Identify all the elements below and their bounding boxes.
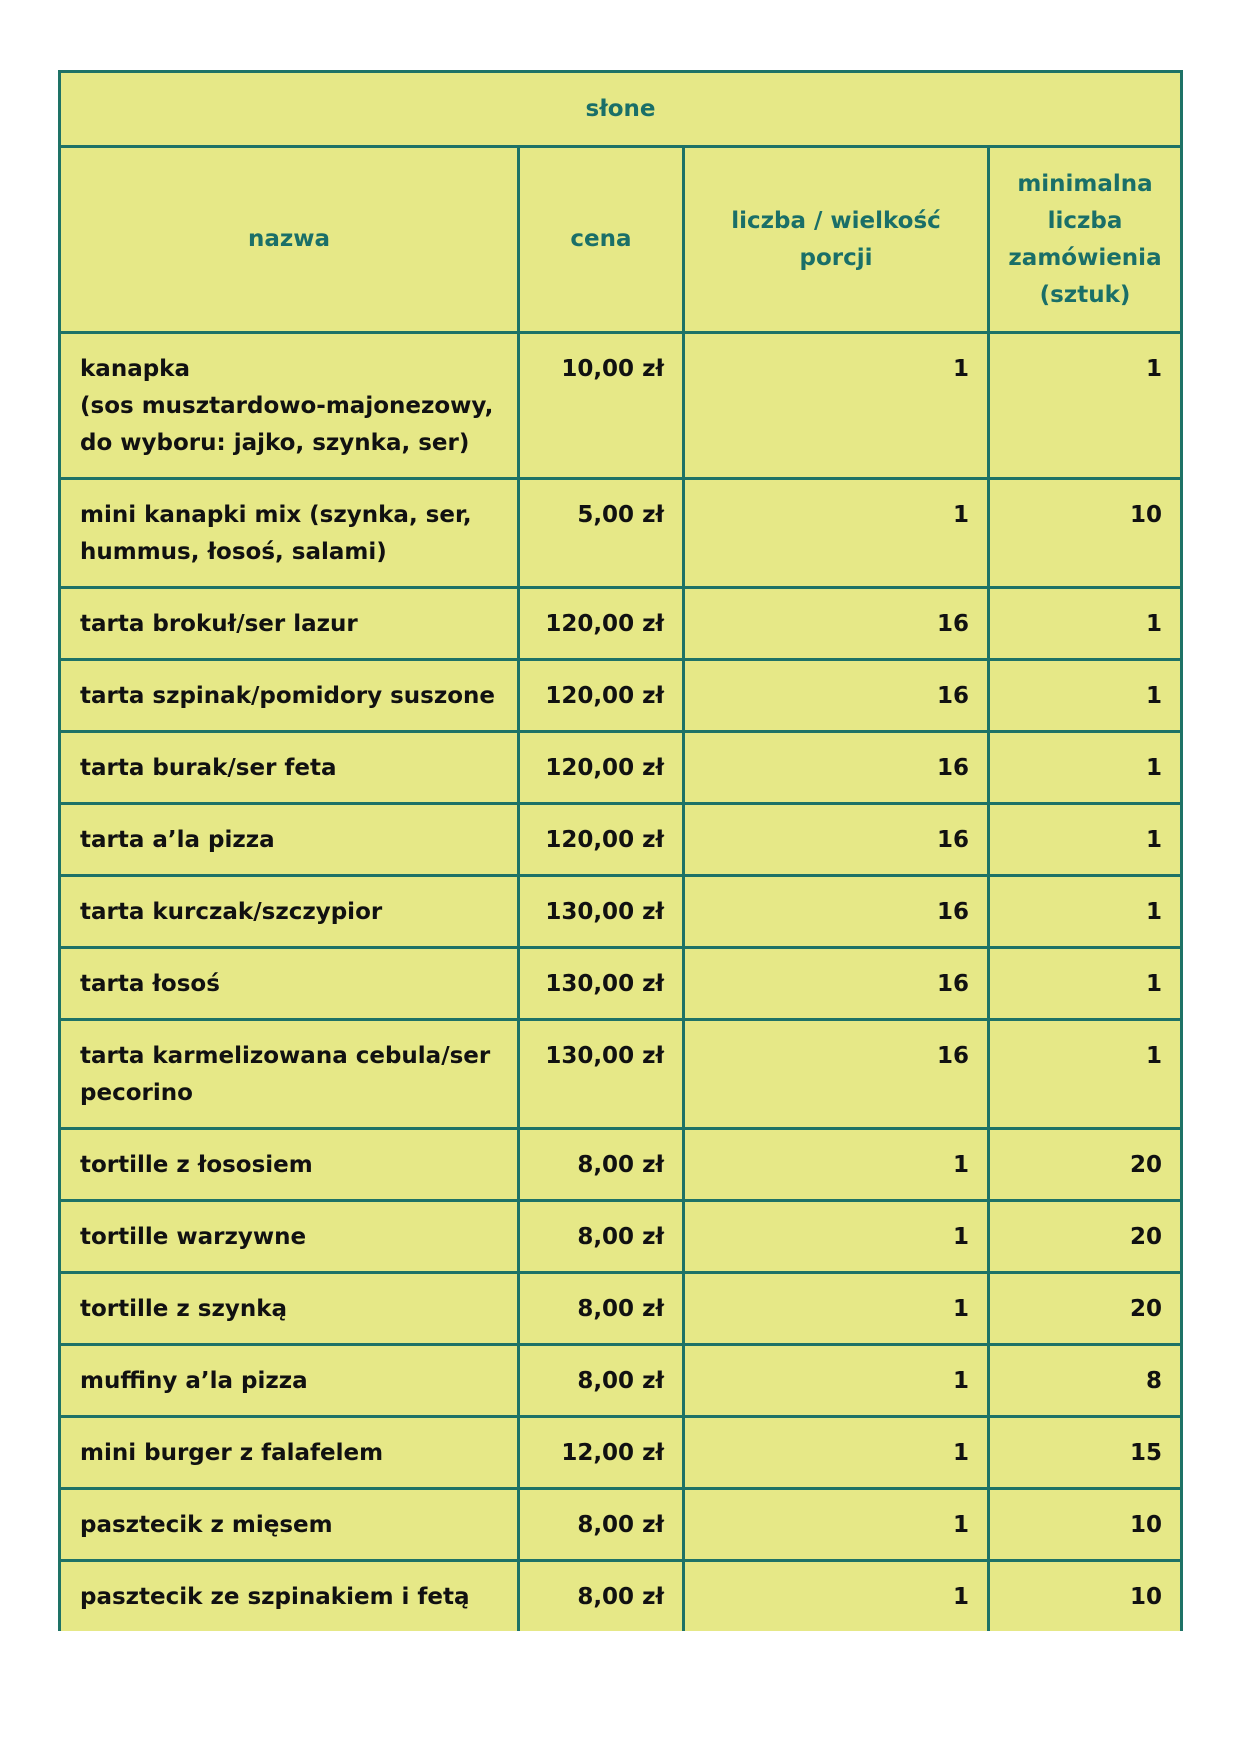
table-row [60, 1561, 1182, 1632]
table-row [60, 1417, 1182, 1489]
item-min-order: 1 [989, 804, 1182, 876]
table-row [60, 876, 1182, 948]
item-min-order: 10 [989, 1489, 1182, 1561]
item-min-order: 8 [989, 1345, 1182, 1417]
item-price: 8,00 zł [519, 1561, 684, 1632]
item-price: 10,00 zł [519, 333, 684, 479]
item-name: tarta łosoś [60, 948, 519, 1020]
item-name: tortille z łososiem [60, 1129, 519, 1201]
item-min-order: 1 [989, 333, 1182, 479]
item-portions: 1 [684, 1561, 989, 1632]
item-min-order: 10 [989, 479, 1182, 588]
item-min-order: 1 [989, 876, 1182, 948]
item-price: 8,00 zł [519, 1489, 684, 1561]
item-name: kanapka (sos musztardowo-majonezowy, do wyboru: jajko, szynka, ser) [60, 333, 519, 479]
item-price: 8,00 zł [519, 1201, 684, 1273]
table-row [60, 1489, 1182, 1561]
header-min-order: minimalna liczba zamówienia (sztuk) [989, 147, 1182, 333]
table-row [60, 732, 1182, 804]
table-row [60, 1273, 1182, 1345]
item-price: 130,00 zł [519, 1020, 684, 1129]
table-row [60, 948, 1182, 1020]
table-row [60, 804, 1182, 876]
item-portions: 16 [684, 1020, 989, 1129]
item-portions: 1 [684, 1417, 989, 1489]
item-price: 120,00 zł [519, 660, 684, 732]
item-min-order: 1 [989, 1020, 1182, 1129]
item-price: 8,00 zł [519, 1345, 684, 1417]
item-portions: 1 [684, 1489, 989, 1561]
table-row [60, 1201, 1182, 1273]
item-price: 130,00 zł [519, 948, 684, 1020]
item-name: tarta kurczak/szczypior [60, 876, 519, 948]
table-row [60, 588, 1182, 660]
header-price: cena [519, 147, 684, 333]
table-row [60, 660, 1182, 732]
table-row [60, 1020, 1182, 1129]
item-name: tarta karmelizowana cebula/ser pecorino [60, 1020, 519, 1129]
item-price: 130,00 zł [519, 876, 684, 948]
item-min-order: 20 [989, 1129, 1182, 1201]
item-name: mini kanapki mix (szynka, ser, hummus, łosoś, salami) [60, 479, 519, 588]
item-portions: 1 [684, 333, 989, 479]
header-name: nazwa [60, 147, 519, 333]
item-price: 5,00 zł [519, 479, 684, 588]
column-header-row [60, 147, 1182, 333]
item-portions: 16 [684, 588, 989, 660]
item-portions: 1 [684, 1273, 989, 1345]
item-name: muffiny a’la pizza [60, 1345, 519, 1417]
item-portions: 16 [684, 660, 989, 732]
item-portions: 16 [684, 804, 989, 876]
table-row [60, 1345, 1182, 1417]
section-title: słone [60, 72, 1182, 147]
item-portions: 16 [684, 876, 989, 948]
item-min-order: 1 [989, 588, 1182, 660]
item-min-order: 15 [989, 1417, 1182, 1489]
item-name: mini burger z falafelem [60, 1417, 519, 1489]
item-min-order: 1 [989, 732, 1182, 804]
item-portions: 16 [684, 948, 989, 1020]
item-portions: 1 [684, 1201, 989, 1273]
item-min-order: 20 [989, 1273, 1182, 1345]
item-price: 120,00 zł [519, 732, 684, 804]
header-portions: liczba / wielkość porcji [684, 147, 989, 333]
item-price: 8,00 zł [519, 1273, 684, 1345]
table-row [60, 333, 1182, 479]
item-name: tarta burak/ser feta [60, 732, 519, 804]
item-min-order: 10 [989, 1561, 1182, 1632]
item-portions: 1 [684, 479, 989, 588]
item-name: tortille z szynką [60, 1273, 519, 1345]
item-price: 120,00 zł [519, 804, 684, 876]
item-portions: 1 [684, 1345, 989, 1417]
item-min-order: 1 [989, 660, 1182, 732]
item-price: 8,00 zł [519, 1129, 684, 1201]
item-name: pasztecik ze szpinakiem i fetą [60, 1561, 519, 1632]
item-min-order: 1 [989, 948, 1182, 1020]
item-min-order: 20 [989, 1201, 1182, 1273]
item-price: 120,00 zł [519, 588, 684, 660]
table-row [60, 479, 1182, 588]
item-name: tarta szpinak/pomidory suszone [60, 660, 519, 732]
item-portions: 1 [684, 1129, 989, 1201]
item-name: tarta brokuł/ser lazur [60, 588, 519, 660]
item-name: tarta a’la pizza [60, 804, 519, 876]
menu-table [58, 70, 1183, 1631]
item-name: tortille warzywne [60, 1201, 519, 1273]
section-header-row [60, 72, 1182, 147]
table-row [60, 1129, 1182, 1201]
item-name: pasztecik z mięsem [60, 1489, 519, 1561]
item-portions: 16 [684, 732, 989, 804]
item-price: 12,00 zł [519, 1417, 684, 1489]
